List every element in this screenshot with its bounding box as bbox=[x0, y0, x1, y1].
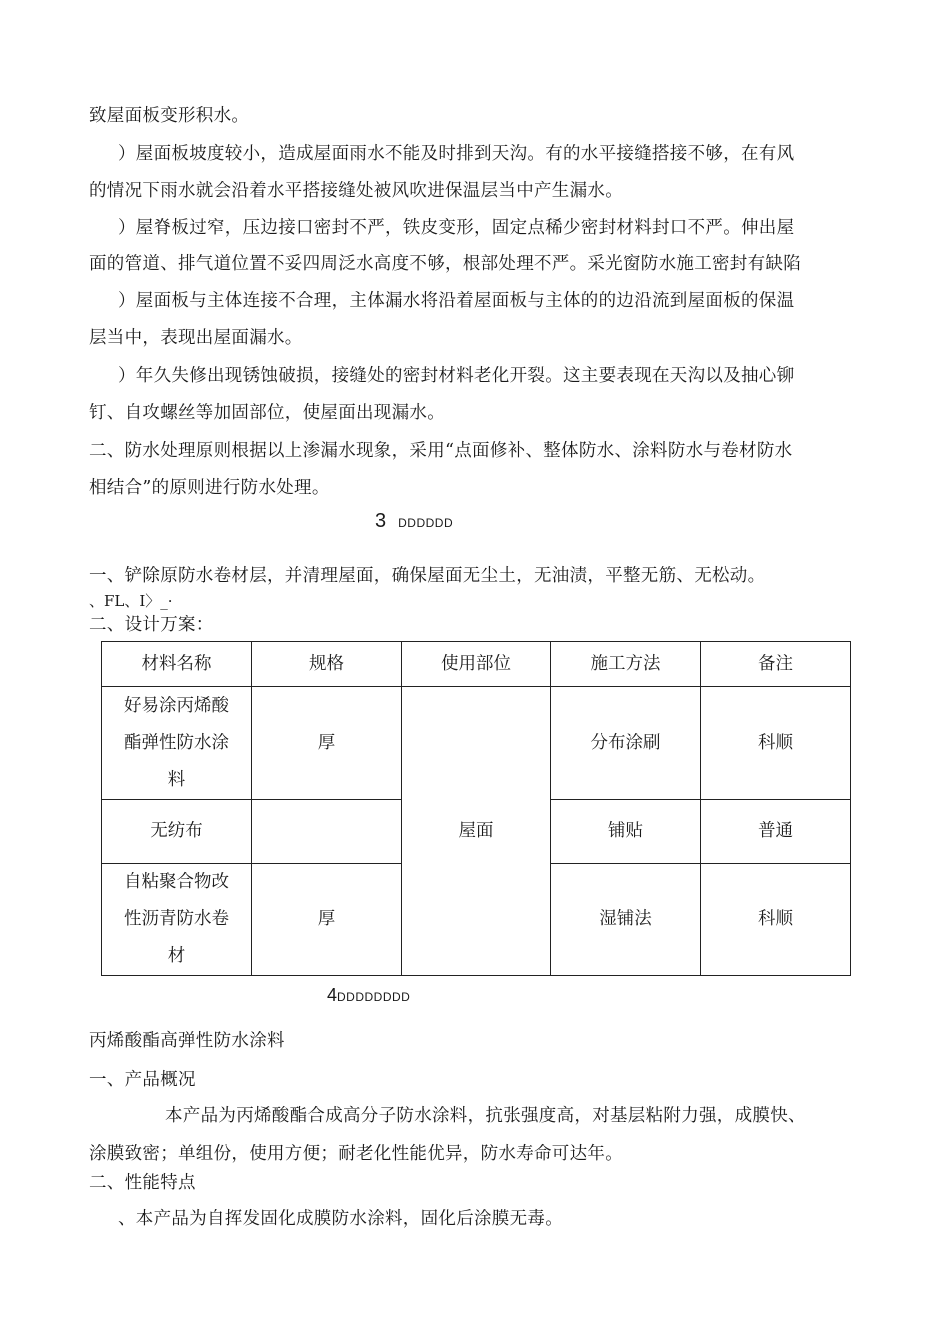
header-cell: 施工方法 bbox=[551, 642, 701, 687]
material-name-cell bbox=[102, 687, 252, 800]
cell-line: 料 bbox=[167, 769, 186, 790]
header-cell: 材料名称 bbox=[102, 642, 252, 687]
paragraph-line: 二、防水处理原则根据以上渗漏水现象，采用“点面修补、整体防水、涂料防水与卷材防水 bbox=[89, 441, 793, 461]
spec-cell: 厚 bbox=[252, 687, 402, 800]
paragraph-line: 面的管道、排气道位置不妥四周泛水高度不够，根部处理不严。采光窗防水施工密封有缺陷 bbox=[89, 254, 801, 274]
section-number: 4 bbox=[327, 985, 338, 1005]
step-1: 一、铲除原防水卷材层，并清理屋面，确保屋面无尘土，无油渍，平整无筋、无松动。 bbox=[89, 566, 766, 586]
header-cell: 规格 bbox=[252, 642, 402, 687]
section-4-heading bbox=[327, 985, 410, 1006]
method-cell: 铺贴 bbox=[551, 800, 701, 864]
design-title: 二、设计万案： bbox=[89, 615, 214, 635]
garbled-mark: 、FL、I〉_· bbox=[89, 592, 173, 610]
materials-table bbox=[101, 641, 851, 976]
table-header-row bbox=[102, 642, 851, 687]
paragraph-line: 、本产品为自挥发固化成膜防水涂料，固化后涂膜无毒。 bbox=[118, 1209, 563, 1229]
spec-cell bbox=[252, 800, 402, 864]
method-cell: 分布涂刷 bbox=[551, 687, 701, 800]
material-name-cell: 无纺布 bbox=[102, 800, 252, 864]
paragraph-line: ）屋面板坡度较小，造成屋面雨水不能及时排到天沟。有的水平接缝搭接不够，在有风 bbox=[118, 144, 795, 164]
cell-line: 材 bbox=[167, 946, 186, 966]
features-heading: 二、性能特点 bbox=[89, 1173, 196, 1193]
section-label: DDDDDD bbox=[398, 516, 454, 530]
spec-cell: 厚 bbox=[252, 864, 402, 976]
cell-line: 自粘聚合物改 bbox=[124, 872, 229, 892]
section-label: DDDDDDDD bbox=[337, 990, 411, 1004]
paragraph-line: ）屋脊板过窄，压边接口密封不严，铁皮变形，固定点稀少密封材料封口不严。伸出屋 bbox=[118, 218, 795, 238]
overview-heading: 一、产品概况 bbox=[89, 1070, 196, 1090]
paragraph-line: 致屋面板变形积水。 bbox=[89, 106, 250, 126]
material-name-cell bbox=[102, 864, 252, 976]
location-cell: 屋面 bbox=[402, 687, 551, 976]
method-cell: 湿铺法 bbox=[551, 864, 701, 976]
header-cell: 使用部位 bbox=[402, 642, 551, 687]
paragraph-line: 本产品为丙烯酸酯合成高分子防水涂料，抗张强度高，对基层粘附力强，成膜快、 bbox=[165, 1106, 806, 1126]
paragraph-line: ）屋面板与主体连接不合理，主体漏水将沿着屋面板与主体的的边沿流到屋面板的保温 bbox=[118, 291, 795, 311]
paragraph-line: 的情况下雨水就会沿着水平搭接缝处被风吹进保温层当中产生漏水。 bbox=[89, 181, 623, 201]
cell-line: 酯弹性防水涂 bbox=[124, 732, 229, 753]
paragraph-line: 涂膜致密；单组份，使用方便；耐老化性能优异，防水寿命可达年。 bbox=[89, 1144, 623, 1164]
note-cell: 科顺 bbox=[701, 687, 851, 800]
cell-line: 好易涂丙烯酸 bbox=[124, 695, 229, 716]
section-number: 3 bbox=[375, 510, 387, 532]
paragraph-line: ）年久失修出现锈蚀破损，接缝处的密封材料老化开裂。这主要表现在天沟以及抽心铆 bbox=[118, 366, 795, 386]
cell-line: 性沥青防水卷 bbox=[124, 909, 229, 929]
paragraph-line: 相结合”的原则进行防水处理。 bbox=[89, 478, 330, 498]
paragraph-line: 层当中，表现出屋面漏水。 bbox=[89, 328, 303, 348]
table-row bbox=[102, 687, 851, 800]
paragraph-line: 钉、自攻螺丝等加固部位，使屋面出现漏水。 bbox=[89, 403, 445, 423]
header-cell: 备注 bbox=[701, 642, 851, 687]
section-3-heading bbox=[375, 510, 453, 533]
product-title: 丙烯酸酯高弹性防水涂料 bbox=[89, 1031, 285, 1051]
note-cell: 普通 bbox=[701, 800, 851, 864]
note-cell: 科顺 bbox=[701, 864, 851, 976]
